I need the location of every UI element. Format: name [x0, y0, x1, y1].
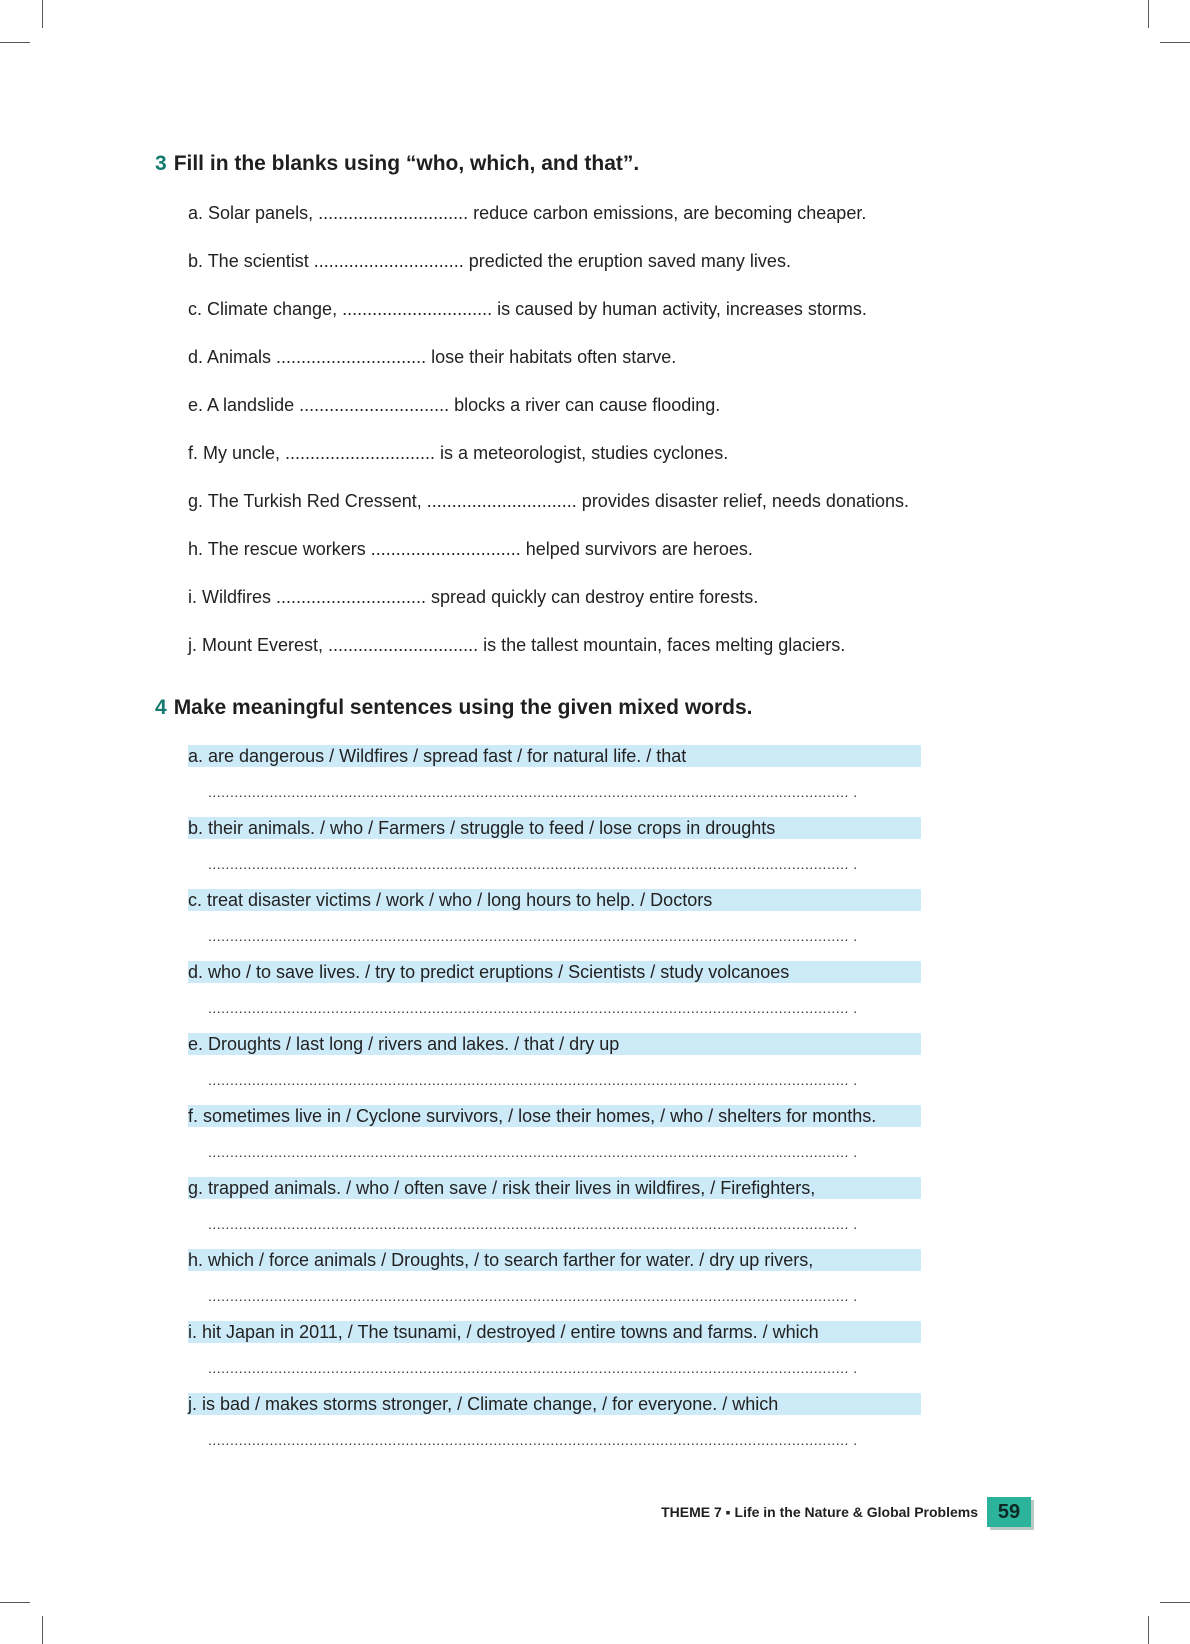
section-number: 3 [155, 152, 167, 175]
section-4-heading [155, 696, 753, 720]
blank-item-g: g. The Turkish Red Cressent, .............................. provides disaster relief, needs donations. [188, 491, 909, 511]
blank-item-b: b. The scientist .............................. predicted the eruption saved many lives. [188, 251, 791, 271]
mixed-words-a: a. are dangerous / Wildfires / spread fast / for natural life. / that [188, 745, 921, 767]
mixed-words-g: g. trapped animals. / who / often save / risk their lives in wildfires, / Firefighters, [188, 1177, 921, 1199]
mixed-words-d: d. who / to save lives. / try to predict eruptions / Scientists / study volcanoes [188, 961, 921, 983]
mixed-words-b: b. their animals. / who / Farmers / struggle to feed / lose crops in droughts [188, 817, 921, 839]
mixed-words-e: e. Droughts / last long / rivers and lakes. / that / dry up [188, 1033, 921, 1055]
crop-mark [1160, 1602, 1190, 1603]
crop-mark [42, 0, 43, 28]
mixed-words-h: h. which / force animals / Droughts, / to search farther for water. / dry up rivers, [188, 1249, 921, 1271]
blank-item-a: a. Solar panels, .............................. reduce carbon emissions, are becoming cheaper. [188, 203, 867, 223]
blank-item-j: j. Mount Everest, .............................. is the tallest mountain, faces melting glaciers. [188, 635, 846, 655]
mixed-words-j: j. is bad / makes storms stronger, / Climate change, / for everyone. / which [188, 1393, 921, 1415]
mixed-words-f: f. sometimes live in / Cyclone survivors, / lose their homes, / who / shelters for months. [188, 1105, 921, 1127]
answer-line-f[interactable]: .................................................................................................................................................. . [208, 1144, 858, 1160]
blank-item-i: i. Wildfires .............................. spread quickly can destroy entire forests. [188, 587, 759, 607]
crop-mark [1160, 42, 1190, 43]
answer-line-c[interactable]: .................................................................................................................................................. . [208, 928, 858, 944]
blank-item-h: h. The rescue workers .............................. helped survivors are heroes. [188, 539, 753, 559]
answer-line-d[interactable]: .................................................................................................................................................. . [208, 1000, 858, 1016]
answer-line-g[interactable]: .................................................................................................................................................. . [208, 1216, 858, 1232]
mixed-words-i: i. hit Japan in 2011, / The tsunami, / destroyed / entire towns and farms. / which [188, 1321, 921, 1343]
crop-mark [1148, 0, 1149, 28]
section-title: Fill in the blanks using “who, which, and that”. [173, 152, 640, 175]
crop-mark [42, 1616, 43, 1644]
blank-item-c: c. Climate change, .............................. is caused by human activity, increases storms. [188, 299, 867, 319]
crop-mark [0, 42, 30, 43]
answer-line-h[interactable]: .................................................................................................................................................. . [208, 1288, 858, 1304]
answer-line-b[interactable]: .................................................................................................................................................. . [208, 856, 858, 872]
answer-line-i[interactable]: .................................................................................................................................................. . [208, 1360, 858, 1376]
section-title: Make meaningful sentences using the given mixed words. [173, 696, 753, 719]
blank-item-d: d. Animals .............................. lose their habitats often starve. [188, 347, 677, 367]
section-3-heading [155, 152, 639, 176]
page-number: 59 [997, 1500, 1021, 1523]
answer-line-j[interactable]: .................................................................................................................................................. . [208, 1432, 858, 1448]
blank-item-e: e. A landslide .............................. blocks a river can cause flooding. [188, 395, 721, 415]
footer-theme-label: THEME 7 ▪ Life in the Nature & Global Problems [661, 1504, 978, 1520]
crop-mark [0, 1602, 30, 1603]
page-number-badge [987, 1497, 1031, 1527]
crop-mark [1148, 1616, 1149, 1644]
blank-item-f: f. My uncle, .............................. is a meteorologist, studies cyclones. [188, 443, 729, 463]
mixed-words-c: c. treat disaster victims / work / who / long hours to help. / Doctors [188, 889, 921, 911]
section-number: 4 [155, 696, 167, 719]
answer-line-a[interactable]: .................................................................................................................................................. . [208, 784, 858, 800]
answer-line-e[interactable]: .................................................................................................................................................. . [208, 1072, 858, 1088]
